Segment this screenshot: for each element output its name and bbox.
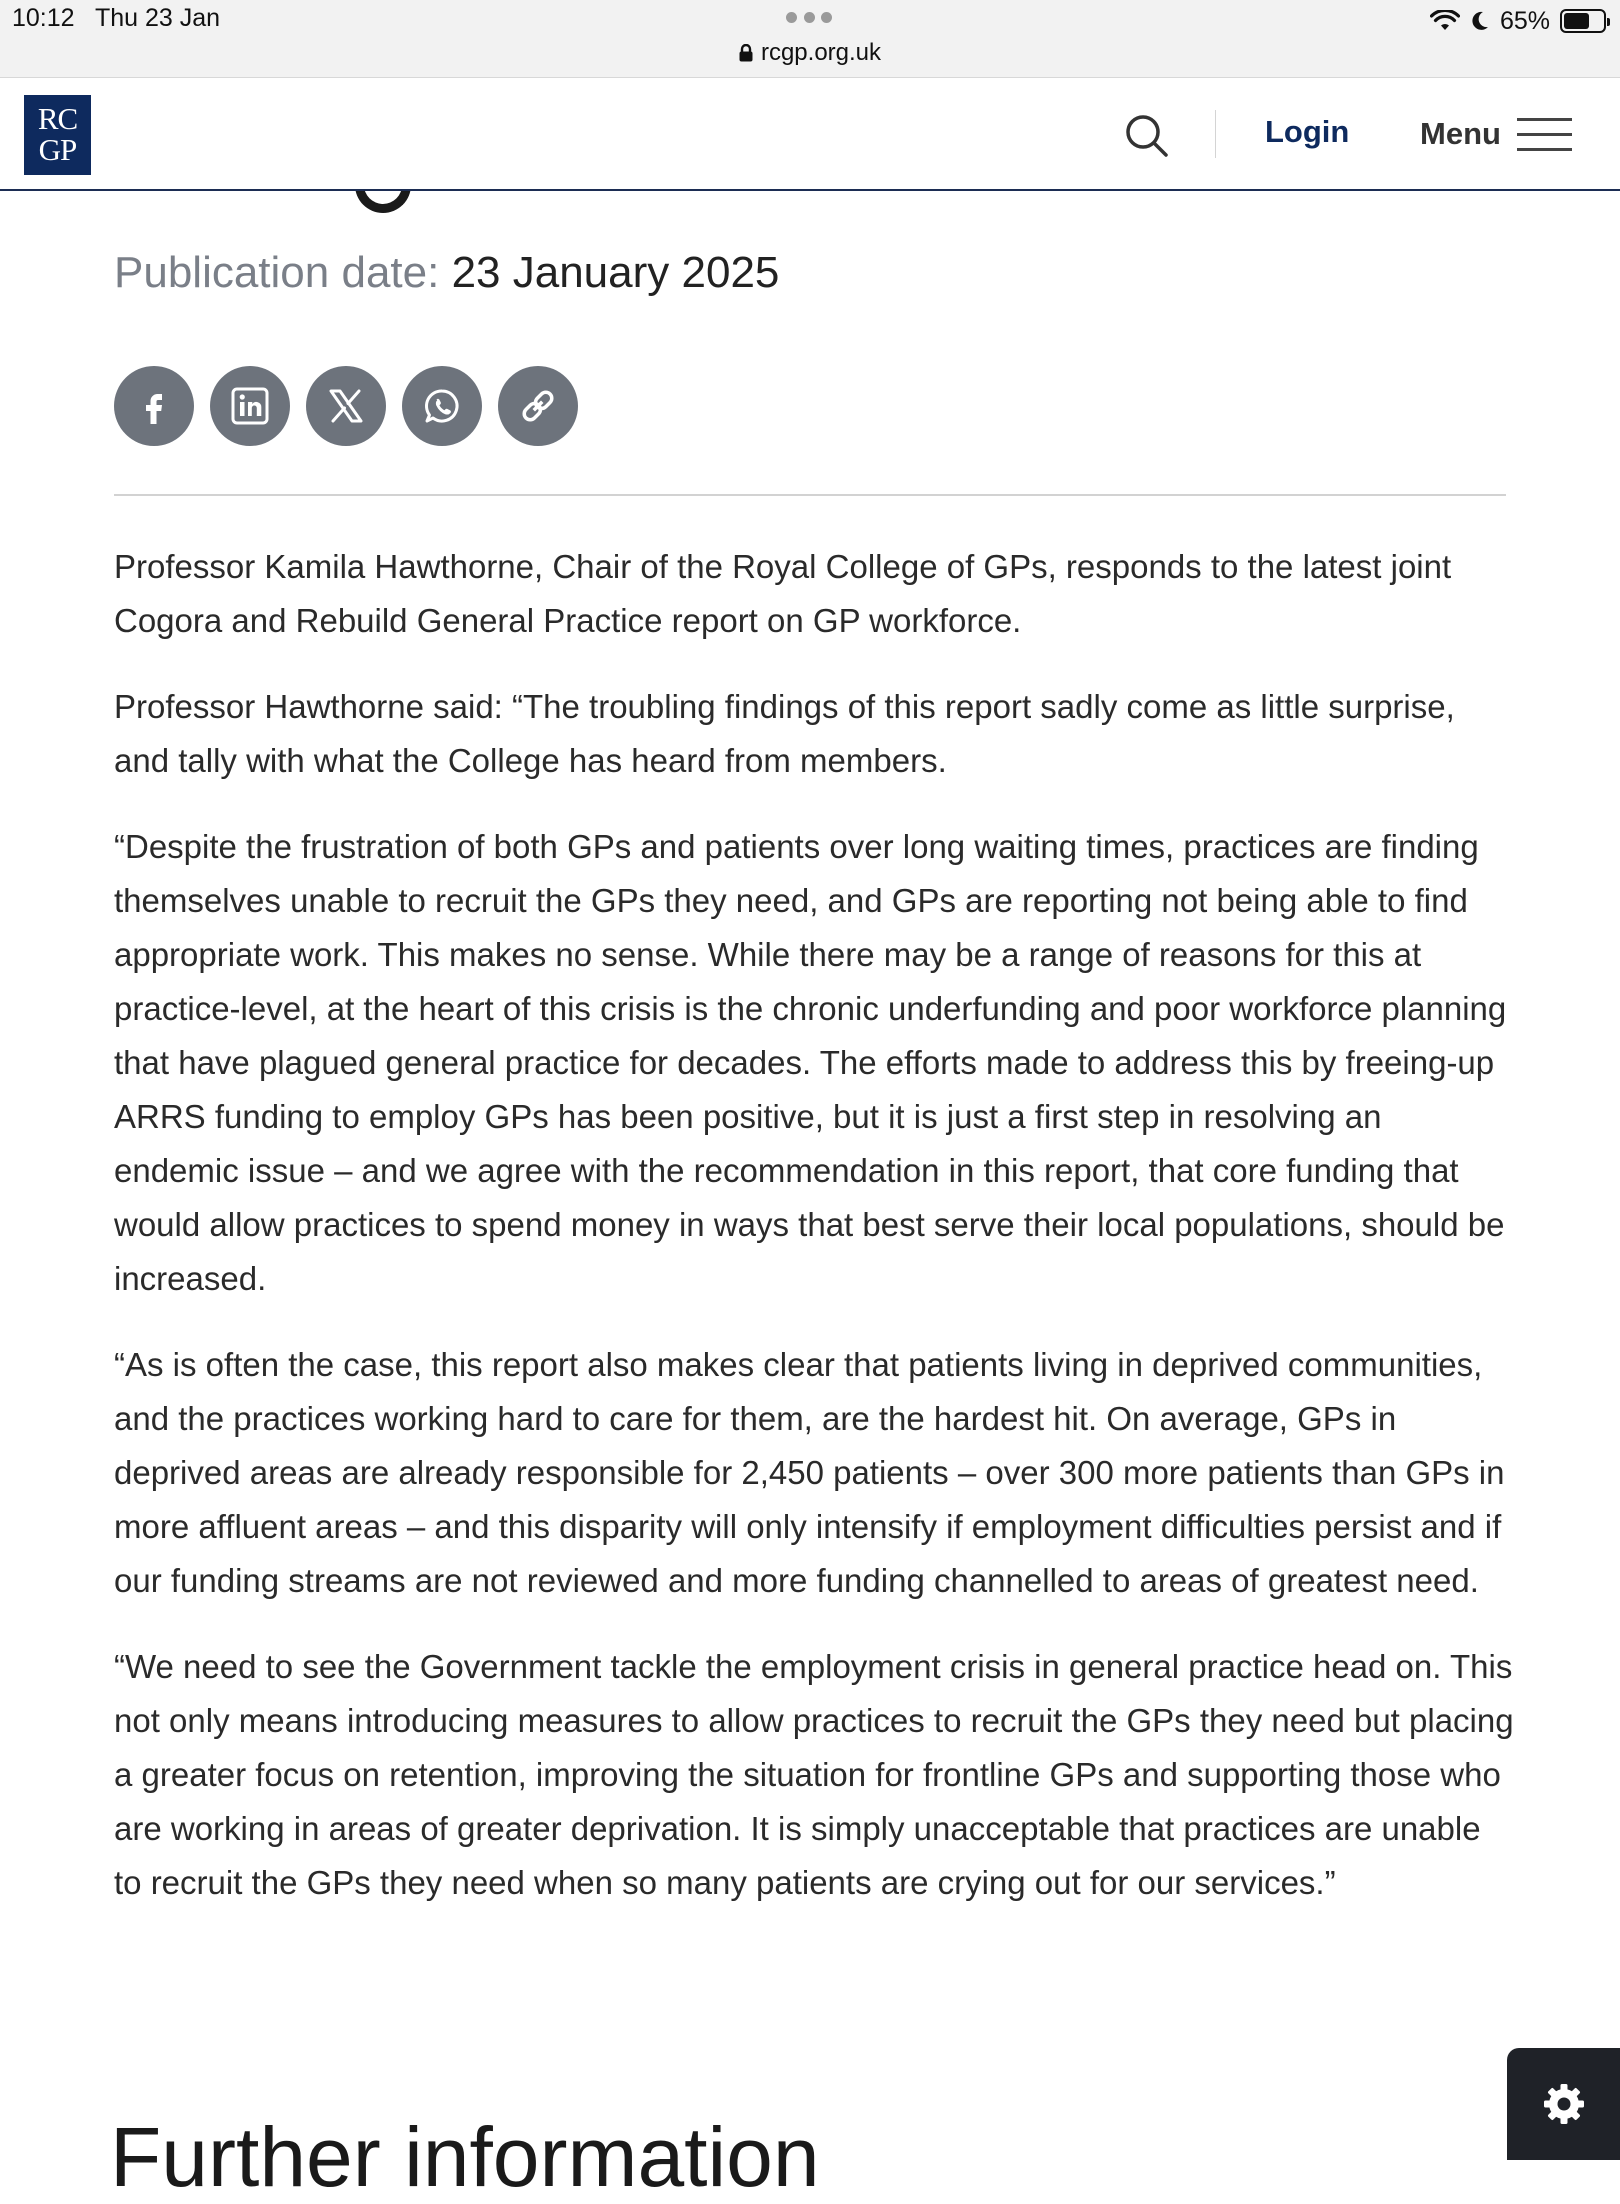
article-paragraph: “As is often the case, this report also makes clear that patients living in deprived communities, and the practices working hard to care for them, are the hardest hit. On average, GPs in deprived areas are already responsible for 2,450 patients – over 300 more patients than GPs in more affluent areas – and this disparity will only intensify if employment difficulties persist and if our funding streams are not reviewed and more funding channelled to areas of greatest need. <box>114 1346 1505 1599</box>
wifi-icon <box>1430 10 1460 32</box>
linkedin-icon <box>230 386 270 426</box>
battery-percent: 65% <box>1499 6 1550 35</box>
menu-button[interactable] <box>1420 114 1572 154</box>
address-bar[interactable] <box>0 36 1620 70</box>
cookie-settings-icon <box>1541 2081 1587 2127</box>
share-buttons <box>114 366 578 446</box>
login-link[interactable]: Login <box>1265 114 1350 149</box>
share-facebook-button[interactable] <box>114 366 194 446</box>
status-time: 10:12 <box>12 4 75 32</box>
publication-date <box>114 248 779 298</box>
status-date: Thu 23 Jan <box>95 4 221 32</box>
article-paragraph: “Despite the frustration of both GPs and patients over long waiting times, practices are finding themselves unable to recruit the GPs they need, and GPs are reporting not being able to find appropriate work. This makes no sense. While there may be a range of reasons for this at practice-level, at the heart of this crisis is the chronic underfunding and poor workforce planning that have plagued general practice for decades. The efforts made to address this by freeing-up ARRS funding to employ GPs has been positive, but it is just a first step in resolving an endemic issue – and we agree with the recommendation in this report, that core funding that would allow practices to spend money in ways that best serve their local populations, should be increased. <box>114 828 1507 1297</box>
cookie-settings-button[interactable] <box>1507 2048 1620 2160</box>
further-information-heading: Further information <box>110 2110 820 2204</box>
publication-date-label: Publication date: <box>114 248 440 297</box>
copy-link-button[interactable] <box>498 366 578 446</box>
article-paragraph: Professor Kamila Hawthorne, Chair of the Royal College of GPs, responds to the latest joint Cogora and Rebuild General Practice report on GP workforce. <box>114 548 1452 639</box>
logo-line-2: GP <box>38 132 77 167</box>
lock-icon <box>739 44 753 62</box>
article-paragraph: “We need to see the Government tackle the employment crisis in general practice head on. This not only means introducing measures to allow practices to recruit the GPs they need but placing a greater focus on retention, improving the situation for frontline GPs and supporting those who are working in areas of greater deprivation. It is simply unacceptable that practices are unable to recruit the GPs they need when so many patients are crying out for our services.” <box>114 1648 1514 1901</box>
facebook-icon <box>134 386 174 426</box>
article-body <box>114 540 1514 1942</box>
article-paragraph: Professor Hawthorne said: “The troubling findings of this report sadly come as little surprise, and tally with what the College has heard from members. <box>114 688 1455 779</box>
battery-icon <box>1560 9 1606 33</box>
multitasking-dots-icon[interactable] <box>786 12 832 26</box>
header-divider <box>1215 110 1216 158</box>
status-bar <box>0 0 1620 78</box>
content-divider <box>114 494 1506 496</box>
x-icon <box>326 386 366 426</box>
article-title-fragment <box>355 191 415 213</box>
hamburger-icon <box>1517 116 1572 152</box>
logo-line-1: RC <box>37 101 78 136</box>
rcgp-logo[interactable] <box>24 95 91 175</box>
search-icon[interactable] <box>1125 114 1169 158</box>
share-x-button[interactable] <box>306 366 386 446</box>
moon-icon <box>1470 10 1490 32</box>
share-linkedin-button[interactable] <box>210 366 290 446</box>
site-header <box>0 78 1620 191</box>
link-icon <box>518 386 558 426</box>
whatsapp-icon <box>422 386 462 426</box>
status-indicators <box>1430 4 1606 38</box>
share-whatsapp-button[interactable] <box>402 366 482 446</box>
menu-label: Menu <box>1420 116 1501 151</box>
url-text: rcgp.org.uk <box>760 39 882 66</box>
publication-date-value: 23 January 2025 <box>451 248 780 297</box>
